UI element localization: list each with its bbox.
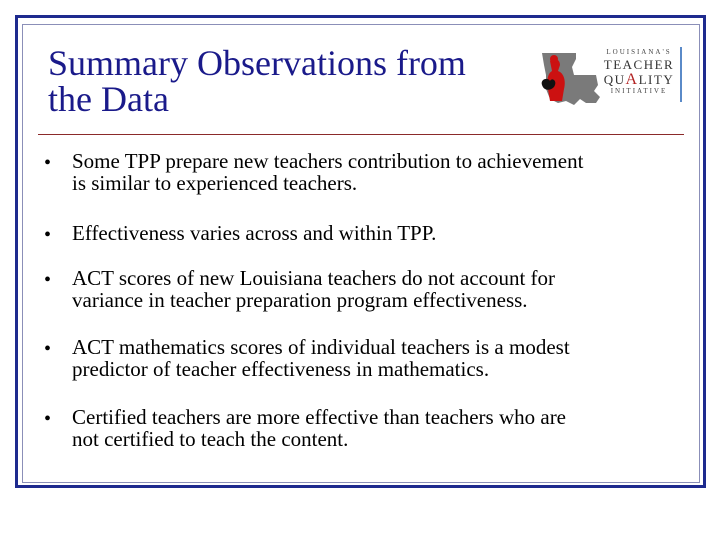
bullet-line: ACT scores of new Louisiana teachers do not account for bbox=[72, 266, 556, 290]
logo-quality-pre: QU bbox=[603, 72, 626, 87]
bullet-text bbox=[72, 267, 662, 311]
bullet-line: not certified to teach the content. bbox=[72, 427, 349, 451]
logo-top-text: LOUISIANA'S bbox=[606, 48, 672, 56]
bullet-line: Certified teachers are more effective than teachers who are bbox=[72, 405, 567, 429]
bullet-icon: • bbox=[44, 269, 52, 291]
bullet-line: ACT mathematics scores of individual teachers is a modest bbox=[72, 335, 570, 359]
logo-accent-bar bbox=[680, 47, 682, 102]
bullet-icon: • bbox=[44, 224, 52, 246]
bullet-text bbox=[72, 222, 662, 244]
logo-quality-post: LITY bbox=[638, 72, 675, 87]
logo-quality-text bbox=[598, 72, 680, 87]
bullet-line: variance in teacher preparation program effectiveness. bbox=[72, 288, 528, 312]
bullet-line: Some TPP prepare new teachers contribution to achievement bbox=[72, 149, 584, 173]
title-line-1: Summary Observations from bbox=[48, 43, 466, 83]
teacher-head-icon bbox=[550, 55, 558, 63]
slide-title bbox=[48, 45, 528, 117]
bullet-icon: • bbox=[44, 408, 52, 430]
bullet-text bbox=[72, 150, 662, 194]
title-divider bbox=[38, 134, 684, 135]
logo-wordmark bbox=[598, 48, 680, 96]
bullet-icon: • bbox=[44, 152, 52, 174]
title-line-2: the Data bbox=[48, 79, 169, 119]
logo-bottom-text: INITIATIVE bbox=[610, 87, 668, 95]
logo-teacher-text: TEACHER bbox=[603, 57, 675, 72]
bullet-text bbox=[72, 336, 662, 380]
bullet-line: predictor of teacher effectiveness in mathematics. bbox=[72, 357, 490, 381]
logo-quality-a: A bbox=[625, 71, 639, 88]
bullet-line: Effectiveness varies across and within TPP. bbox=[72, 221, 437, 245]
bullet-text bbox=[72, 406, 662, 450]
bullet-icon: • bbox=[44, 338, 52, 360]
bullet-line: is similar to experienced teachers. bbox=[72, 171, 358, 195]
